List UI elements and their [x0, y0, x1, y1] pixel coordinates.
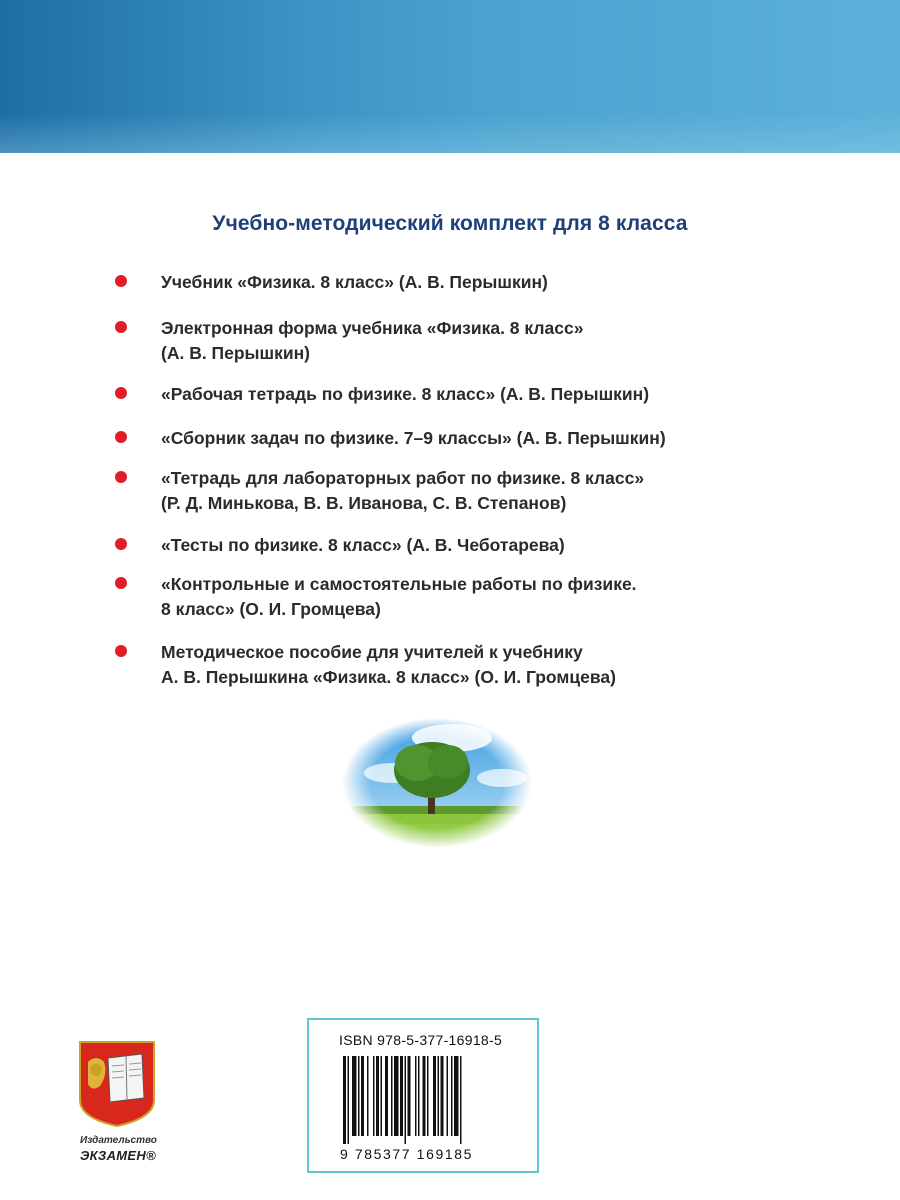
list-item-text: «Контрольные и самостоятельные работы по физике. 8 класс» (О. И. Громцева) — [161, 574, 637, 619]
bullet-icon — [115, 387, 127, 399]
top-color-band — [0, 0, 900, 153]
list-item-text: Электронная форма учебника «Физика. 8 класс» (А. В. Перышкин) — [161, 318, 584, 363]
kit-title: Учебно-методический комплект для 8 класса — [212, 212, 688, 235]
list-item-text: «Тетрадь для лабораторных работ по физике. 8 класс» (Р. Д. Минькова, В. В. Иванова, С. В. Степанов) — [161, 468, 645, 513]
barcode-digits: 9 785377 169185 — [340, 1146, 473, 1162]
bullet-icon — [115, 538, 127, 550]
list-item-text: «Тесты по физике. 8 класс» (А. В. Чеботарева) — [161, 535, 565, 555]
bullet-icon — [115, 321, 127, 333]
bullet-icon — [115, 471, 127, 483]
isbn-block — [307, 1018, 539, 1173]
list-item-text: «Рабочая тетрадь по физике. 8 класс» (А. В. Перышкин) — [161, 384, 650, 404]
publisher-label: Издательство — [80, 1135, 157, 1146]
bullet-icon — [115, 275, 127, 287]
bullet-icon — [115, 645, 127, 657]
list-item-text: Методическое пособие для учителей к учебнику А. В. Перышкина «Физика. 8 класс» (О. И. Громцева) — [161, 642, 616, 687]
bullet-icon — [115, 431, 127, 443]
isbn-number: ISBN 978-5-377-16918-5 — [339, 1032, 503, 1048]
list-item-text: Учебник «Физика. 8 класс» (А. В. Перышкин) — [161, 272, 548, 292]
publisher-logo-eagle-book — [78, 1040, 156, 1128]
publisher-name: ЭКЗАМЕН® — [80, 1148, 156, 1163]
tree-landscape-illustration — [342, 718, 532, 848]
barcode-icon — [341, 1056, 527, 1144]
bullet-icon — [115, 577, 127, 589]
list-item-text: «Сборник задач по физике. 7–9 классы» (А. В. Перышкин) — [161, 428, 666, 448]
